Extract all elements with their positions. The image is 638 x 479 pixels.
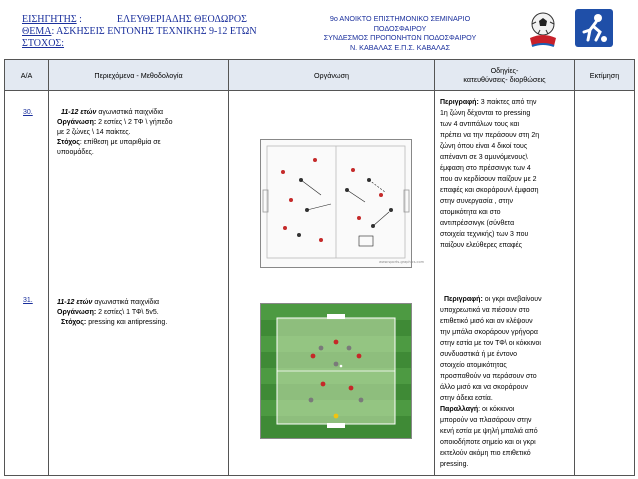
guidelines-cell xyxy=(435,91,575,476)
drill-30-age: 11-12 ετών xyxy=(61,109,97,116)
contents-cell xyxy=(49,91,229,476)
header-guidelines-line2: κατευθύνσεις- διορθώσεις xyxy=(463,75,546,84)
drill-30-guide-line-4: ζώνη όπου είναι 4 δικοί τους xyxy=(440,143,528,150)
player-logo xyxy=(574,8,614,48)
drill-31-contents xyxy=(57,298,227,328)
seminar-subtitle: ΠΟΔΟΣΦΑΙΡΟΥ xyxy=(373,23,427,33)
drill-30-guide-line-2: των 4 αντιπάλων τους και xyxy=(440,121,520,128)
drill-30-diagram xyxy=(260,139,425,268)
header-assessment: Εκτίμηση xyxy=(575,60,635,91)
drill-31-variation-first: : οι κόκκινοι xyxy=(478,406,515,413)
drill-30-age-rest: αγωνιστικά παιχνίδια xyxy=(96,109,163,116)
drill-31-guide-line-2: την μπάλα σκοράρουν γρήγορα xyxy=(440,329,538,336)
drill-31-guide-line-8: στην άδεια εστία. xyxy=(440,395,493,402)
header-number: Α/Α xyxy=(5,60,49,91)
drill-31-variation-line-3: εκτελούν ακόμη πιο επιθετικό xyxy=(440,450,531,457)
drill-30-guide-line-7: που αν κερδίσουν παίζουν με 2 xyxy=(440,176,537,183)
drill-31-variation-line-2: οποιοδήποτε σημείο και οι γκρι xyxy=(440,439,536,446)
drill-30-org-text: 2 εστίες \ 2 ΤΦ \ γήπεδο xyxy=(96,119,173,126)
drill-31-variation-line-4: pressing. xyxy=(440,461,469,468)
drill-31-guide-label: Περιγραφή: xyxy=(444,296,483,303)
drill-30-org-label: Οργάνωση: xyxy=(57,119,97,126)
topic-label: ΘΕΜΑ xyxy=(22,26,52,37)
drill-30-guide-line-10: ατομικότητα και στο xyxy=(440,209,501,216)
drill-31-age-rest: αγωνιστικά παιχνίδια xyxy=(92,299,159,306)
instructor-label: ΕΙΣΗΓΗΤΗΣ xyxy=(22,14,77,25)
drill-30-goal-text: : επίθεση με υπαριθμία σε xyxy=(79,139,161,146)
header-organization: Οργάνωση xyxy=(229,60,435,91)
drill-31-guidelines xyxy=(440,294,574,470)
drill-31-diagram xyxy=(260,303,412,439)
football-logo xyxy=(524,10,562,50)
drill-31-guide-line-6: προσπαθούν να περάσουν στο xyxy=(440,373,537,380)
drill-31-guide-line-3: στην εστία με τον ΤΦ\ οι κόκκινοι xyxy=(440,340,541,347)
drill-30-goal-label: Στόχος xyxy=(57,139,80,146)
association-name: ΣΥΝΔΕΣΜΟΣ ΠΡΟΠΟΝΗΤΩΝ ΠΟΔΟΣΦΑΙΡΟΥ xyxy=(323,33,477,42)
drill-30-guidelines xyxy=(440,97,574,251)
drill-30-guide-line-12: στοιχεία τεχνικής) των 3 που xyxy=(440,231,529,238)
association-region: Ν. ΚΑΒΑΛΑΣ Ε.Π.Σ. ΚΑΒΑΛΑΣ xyxy=(349,42,451,52)
header-guidelines xyxy=(435,60,575,91)
drill-31-variation-line-1: κενή εστία με ψηλή μπαλιά από xyxy=(440,428,538,435)
drill-number-30: 30. xyxy=(23,109,33,116)
drill-30-guide-line-11: αντιπρέσσινγκ (σύνθετα xyxy=(440,220,515,227)
header-guidelines-line1: Οδηγίες- xyxy=(490,66,519,75)
drill-31-age: 11-12 ετών xyxy=(57,299,93,306)
assessment-cell xyxy=(575,91,635,476)
drill-30-guide-line-3: πρέπει να την περάσουν στη 2η xyxy=(440,132,540,139)
drill-30-goal-text2: υποομάδες. xyxy=(57,149,94,156)
drill-31-variation-label: Παραλλαγή xyxy=(440,406,479,413)
drill-31-guide-line-4: συνδυαστικά ή με έντονο xyxy=(440,351,517,358)
drill-31-guide-line-0: υποχρεωτικά να πιέσουν στο xyxy=(440,307,530,314)
drill-31-guide-first: οι γκρι ανεβαίνουν xyxy=(482,296,542,303)
number-cell xyxy=(5,91,49,476)
organization-cell xyxy=(229,91,435,476)
drill-31-guide-line-1: επιθετικό μισό και αν κλέψουν xyxy=(440,318,533,325)
drill-30-guide-line-5: απέναντι σε 3 αμυνόμενους\ xyxy=(440,154,528,161)
drill-31-org-text: 2 εστίες\ 1 ΤΦ\ 5v5. xyxy=(96,309,159,316)
drills-table xyxy=(4,59,635,476)
drill-30-guide-line-0: 3 παίκτες από την xyxy=(478,99,537,106)
drill-31-goal-label: Στόχος: xyxy=(61,319,87,326)
goals-label: ΣΤΟΧΟΣ: xyxy=(22,38,65,49)
instructor-separator: : xyxy=(79,14,82,25)
drill-number-31: 31. xyxy=(23,297,33,304)
drill-30-guide-line-6: έμφαση στο πρέσσινγκ των 4 xyxy=(440,165,531,172)
drill-30-contents xyxy=(57,108,227,158)
topic-value: : ΑΣΚΗΣΕΙΣ ΕΝΤΟΝΗΣ ΤΕΧΝΙΚΗΣ 9-12 ΕΤΩΝ xyxy=(51,26,257,37)
drill-30-image-caption: www.sports-graphics.com xyxy=(379,260,425,264)
table-row xyxy=(5,91,635,476)
table-header-row xyxy=(5,60,635,91)
seminar-title: 9ο ΑΝΟΙΚΤΟ ΕΠΙΣΤΗΜΟΝΙΚΟ ΣΕΜΙΝΑΡΙΟ xyxy=(329,14,471,23)
drill-30-guide-line-8: επαφές και σκοράρουν\ έμφαση xyxy=(440,187,539,194)
drill-31-goal-text: pressing και antipressing. xyxy=(86,319,168,326)
document-header-center xyxy=(290,14,510,52)
drill-30-guide-line-1: 1η ζώνη δέχονται το pressing xyxy=(440,110,531,117)
header-contents: Περιεχόμενα - Μεθοδολογία xyxy=(49,60,229,91)
drill-30-org-text2: με 2 ζώνες \ 14 παίκτες. xyxy=(57,129,131,136)
instructor-name: ΕΛΕΥΘΕΡΙΑΔΗΣ ΘΕΟΔΩΡΟΣ xyxy=(116,14,247,25)
drill-30-guide-line-9: στην συνεργασία , στην xyxy=(440,198,513,205)
document-header-left xyxy=(22,14,257,50)
drill-30-guide-line-13: παίζουν ελεύθερες επαφές xyxy=(440,242,523,249)
drill-31-org-label: Οργάνωση: xyxy=(57,309,97,316)
drill-30-guide-label: Περιγραφή: xyxy=(440,99,479,106)
drill-31-guide-line-7: άλλο μισό και να σκοράρουν xyxy=(440,384,528,391)
drill-31-guide-line-5: στοιχείο ατομικότητας xyxy=(440,362,507,369)
drill-31-variation-line-0: μπορούν να πλασάρουν στην xyxy=(440,417,532,424)
